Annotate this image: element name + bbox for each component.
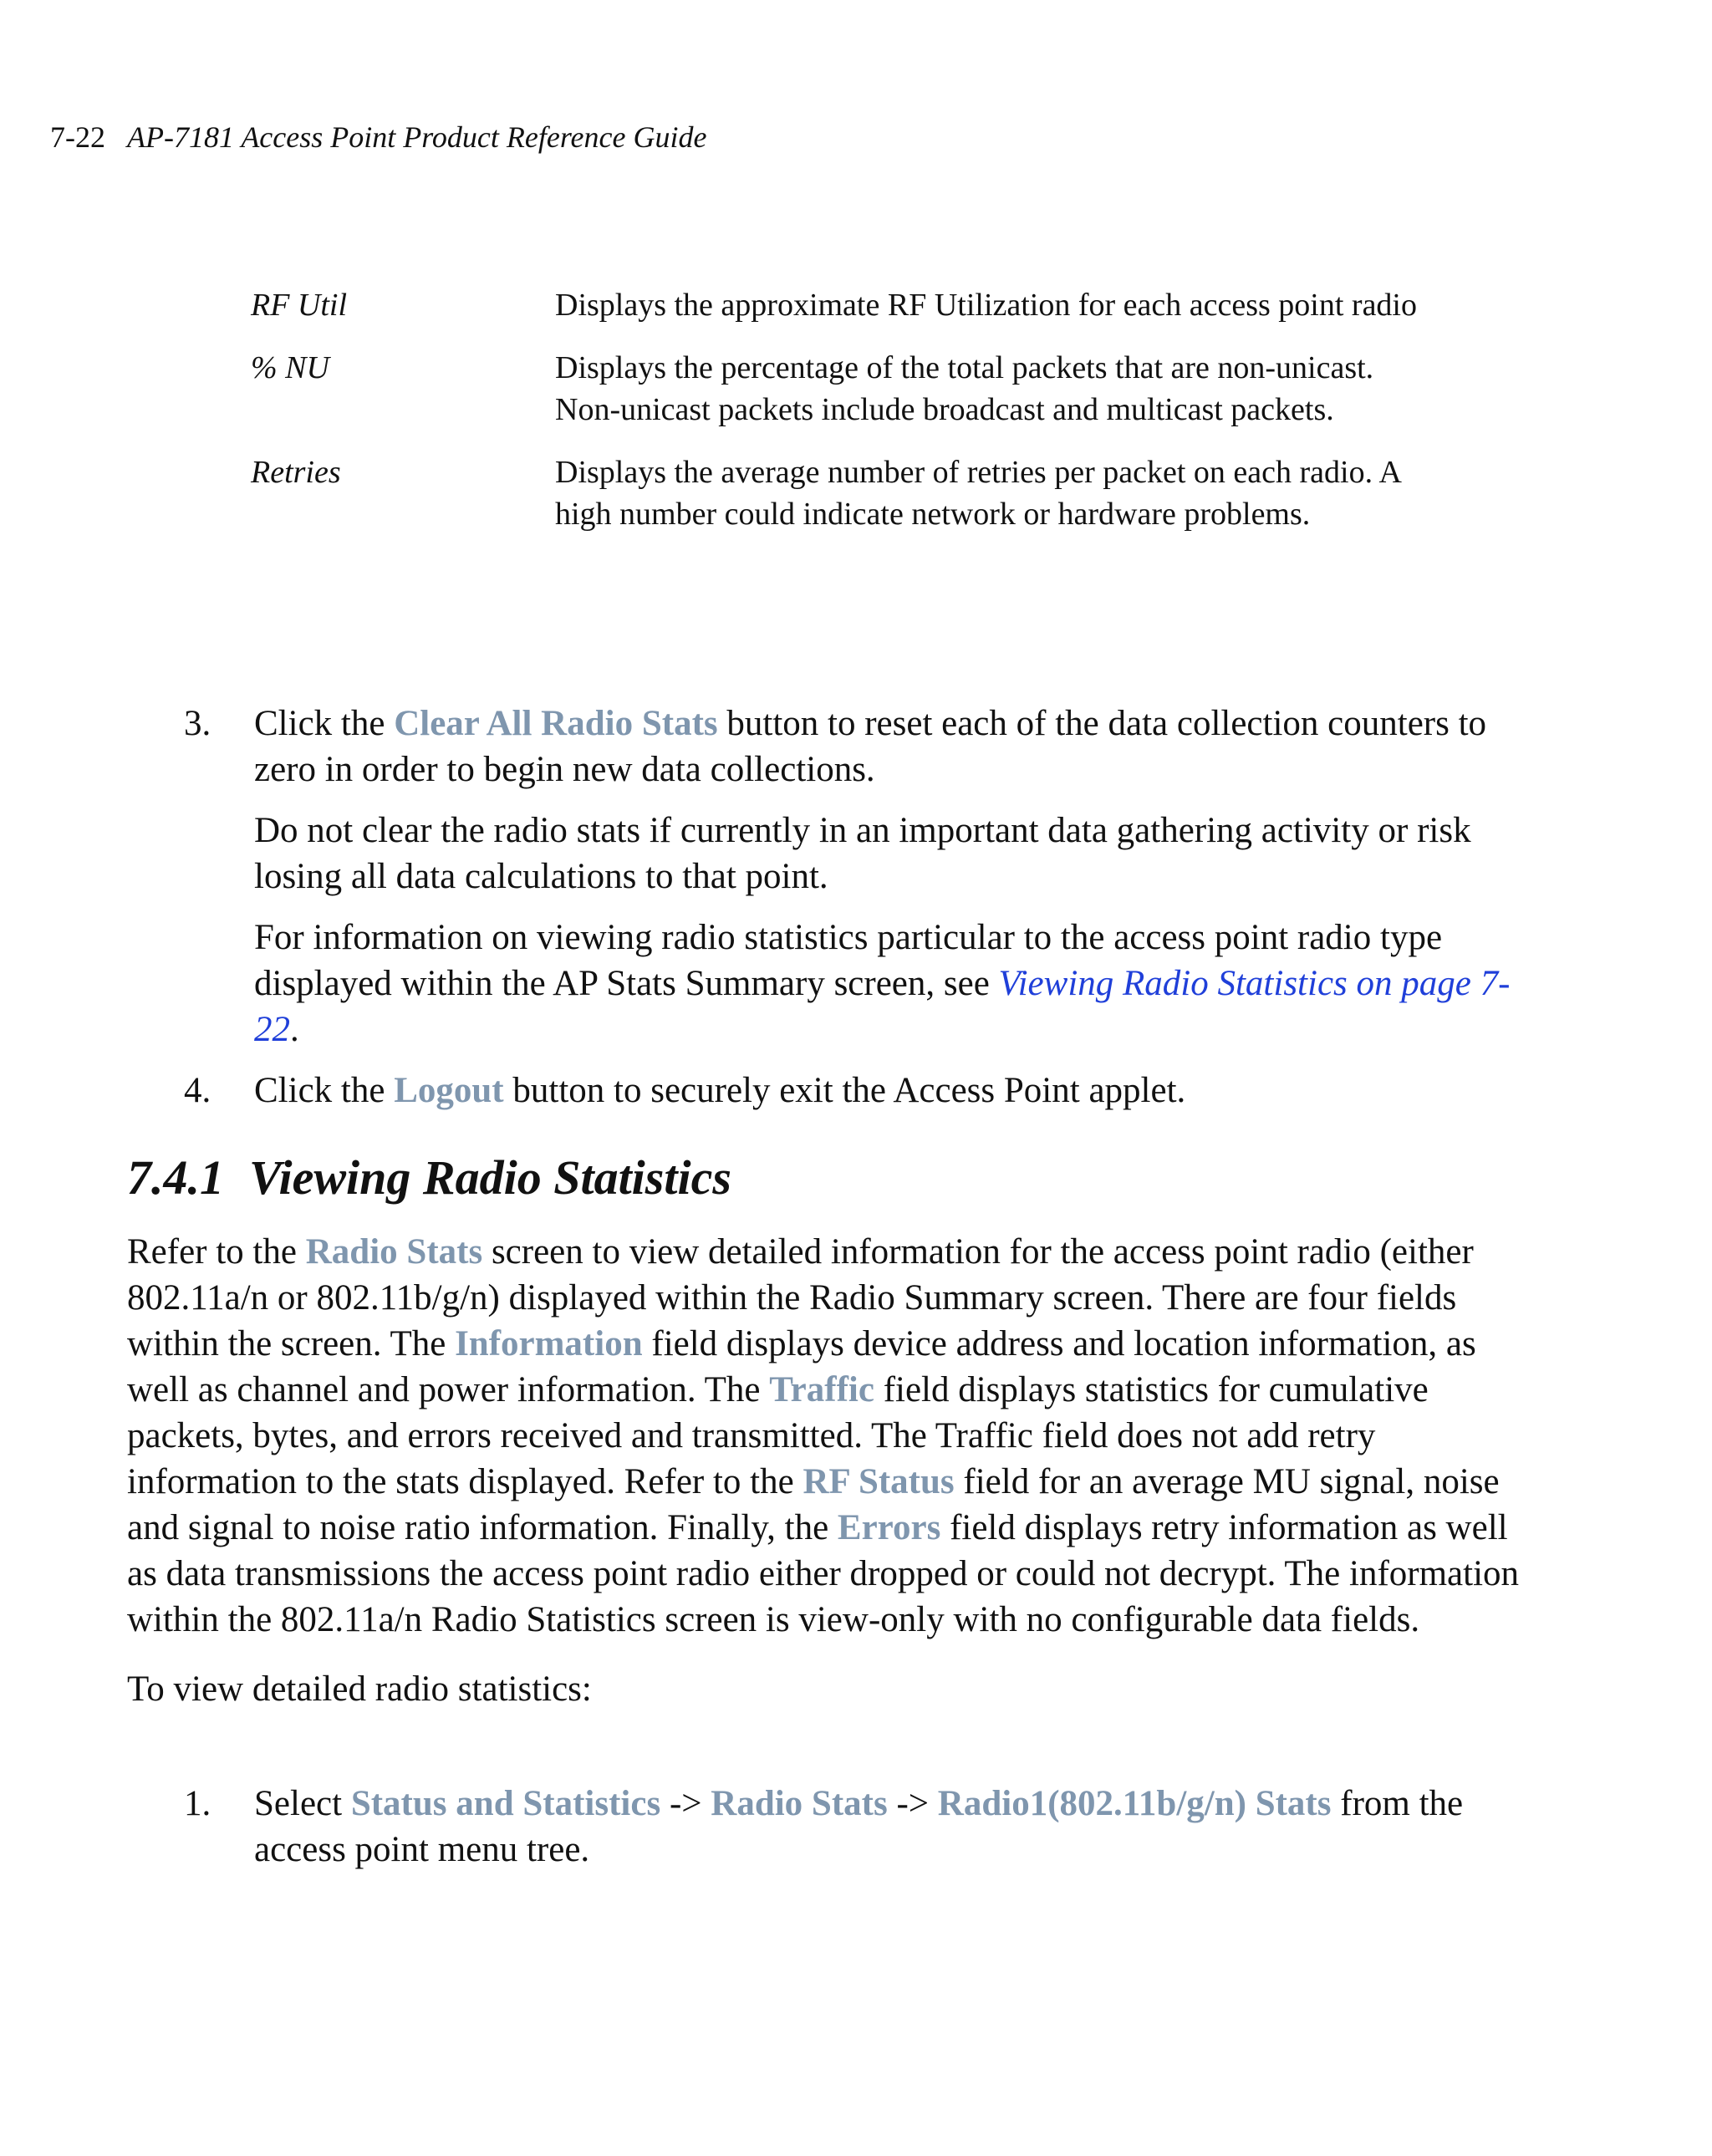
step-4 — [184, 1068, 1521, 1114]
text-run: button to reset each of the data collection counters to zero in order to begin new data collections. — [254, 704, 1487, 789]
text-run: Refer to the — [127, 1232, 306, 1272]
step-1 — [184, 1781, 1521, 1873]
text-run: For information on viewing radio statistics particular to the access point radio type displayed within the AP Stats Summary screen, see — [254, 918, 1443, 1003]
intro-paragraph — [127, 1229, 1531, 1643]
definition-row — [251, 284, 1421, 326]
text-run: Click the — [254, 1071, 395, 1110]
radio-stats-ref: Radio Stats — [305, 1232, 483, 1272]
section-number: 7.4.1 — [127, 1150, 224, 1205]
definition-table — [251, 284, 1421, 556]
cross-reference-link[interactable]: Viewing Radio Statistics on page 7-22 — [254, 964, 1511, 1049]
running-header — [50, 117, 706, 157]
procedure-steps — [184, 1781, 1521, 1888]
rf-status-ref: RF Status — [802, 1462, 955, 1501]
section-title: Viewing Radio Statistics — [249, 1150, 731, 1205]
definition-row — [251, 451, 1421, 535]
step-3 — [184, 701, 1521, 1053]
section-heading — [127, 1149, 731, 1207]
text-run: button to securely exit the Access Point applet. — [503, 1071, 1186, 1110]
menu-path-status-and-statistics: Status and Statistics — [350, 1784, 661, 1823]
definition-term: RF Util — [251, 288, 348, 323]
text-run: field displays statistics for cumulative packets, bytes, and errors received and transmitted. The Traffic field does not add retry information to the stats displayed. Refer to the — [127, 1370, 1429, 1501]
page-number: 7-22 — [50, 120, 105, 154]
definition-term: % NU — [251, 350, 329, 385]
traffic-ref: Traffic — [769, 1370, 874, 1409]
menu-separator: -> — [887, 1784, 938, 1823]
step-1-text — [254, 1781, 1521, 1873]
text-run: Select — [254, 1784, 351, 1823]
definition-description: Displays the percentage of the total packets that are non-unicast. Non-unicast packets include broadcast and multicast packets. — [555, 350, 1374, 427]
text-run: screen to view detailed information for the access point radio (either 802.11a/n or 802.11b/g/n) displayed within the Radio Summary screen. There are four fields within the screen. The — [127, 1232, 1474, 1363]
guide-title: AP-7181 Access Point Product Reference Guide — [127, 120, 707, 154]
text-run: field displays retry information as well as data transmissions the access point radio either dropped or could not decrypt. The information within the 802.11a/n Radio Statistics screen is view-only with no configurable data fields. — [127, 1508, 1520, 1639]
menu-path-radio-stats: Radio Stats — [711, 1784, 888, 1823]
section-body — [127, 1229, 1531, 1736]
errors-ref: Errors — [837, 1508, 941, 1547]
step-4-text — [254, 1068, 1521, 1114]
definition-description: Displays the average number of retries per packet on each radio. A high number could indicate network or hardware problems. — [555, 455, 1400, 532]
menu-path-radio1-stats: Radio1(802.11b/g/n) Stats — [937, 1784, 1332, 1823]
logout-button-ref: Logout — [394, 1071, 504, 1110]
definition-term: Retries — [251, 455, 341, 490]
definition-row — [251, 347, 1421, 431]
text-run: field for an average MU signal, noise and signal to noise ratio information. Finally, the — [127, 1462, 1500, 1547]
procedure-steps-continued — [184, 701, 1521, 1129]
to-view-paragraph: To view detailed radio statistics: — [127, 1669, 592, 1709]
clear-all-radio-stats-button-ref: Clear All Radio Stats — [394, 704, 718, 743]
text-run: from the access point menu tree. — [254, 1784, 1464, 1869]
step-3-xref-note — [254, 915, 1521, 1053]
text-run: . — [290, 1010, 299, 1049]
information-ref: Information — [455, 1324, 643, 1363]
step-3-note: Do not clear the radio stats if currently in an important data gathering activity or risk losing all data calculations to that point. — [254, 811, 1471, 896]
text-run: field displays device address and location information, as well as channel and power information. The — [127, 1324, 1476, 1409]
step-3-text — [254, 701, 1521, 793]
step-number: 3. — [184, 704, 211, 743]
text-run: Click the — [254, 704, 395, 743]
step-number: 4. — [184, 1071, 211, 1110]
menu-separator: -> — [660, 1784, 711, 1823]
step-number: 1. — [184, 1784, 211, 1823]
definition-description: Displays the approximate RF Utilization for each access point radio — [555, 288, 1417, 323]
